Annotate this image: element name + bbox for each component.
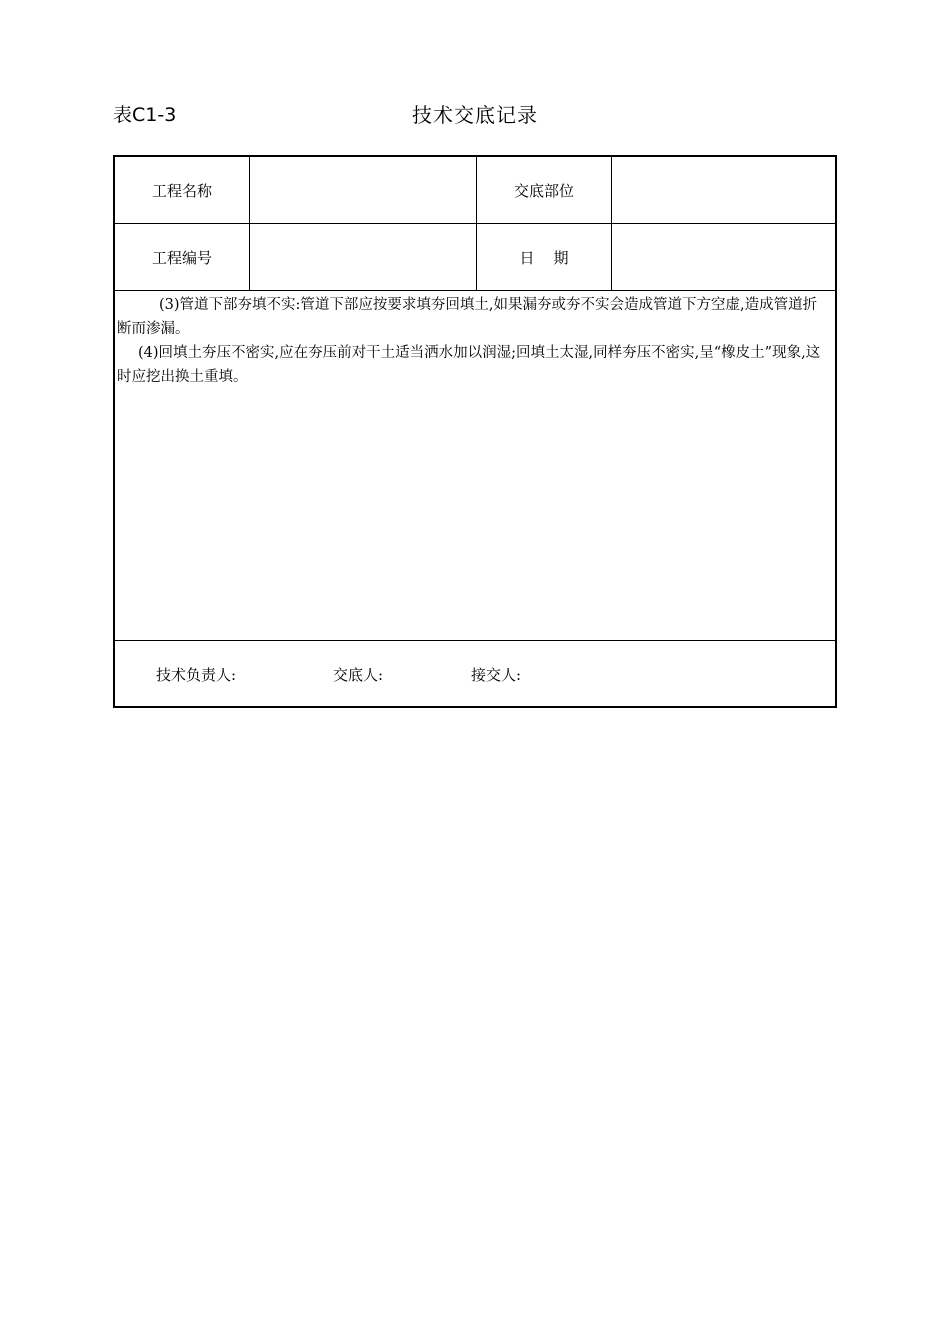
content-paragraph: (3)管道下部夯填不实:管道下部应按要求填夯回填土,如果漏夯或夯不实会造成管道下方空虚,造成管道折断而渗漏。 xyxy=(117,297,818,337)
handover-content xyxy=(115,291,835,641)
date-field[interactable] xyxy=(612,224,835,290)
content-paragraph: (4)回填土夯压不密实,应在夯压前对干土适当洒水加以润湿;回填土太湿,同样夯压不密实,呈“橡皮土”现象,这时应挖出换土重填。 xyxy=(117,345,821,385)
table-row xyxy=(115,157,835,224)
record-table xyxy=(113,155,837,708)
date-label: 日 期 xyxy=(477,224,612,290)
table-row xyxy=(115,224,835,291)
page-title: 技术交底记录 xyxy=(412,103,538,127)
project-number-label: 工程编号 xyxy=(115,224,250,290)
technical-lead-label: 技术负责人: xyxy=(156,666,237,684)
signature-row xyxy=(115,641,835,706)
project-name-label: 工程名称 xyxy=(115,157,250,223)
handover-location-label: 交底部位 xyxy=(477,157,612,223)
handover-location-field[interactable] xyxy=(612,157,835,223)
received-by-label: 接交人: xyxy=(471,666,522,684)
project-name-field[interactable] xyxy=(250,157,477,223)
project-number-field[interactable] xyxy=(250,224,477,290)
handover-by-label: 交底人: xyxy=(333,666,384,684)
form-code: 表C1-3 xyxy=(113,104,177,126)
